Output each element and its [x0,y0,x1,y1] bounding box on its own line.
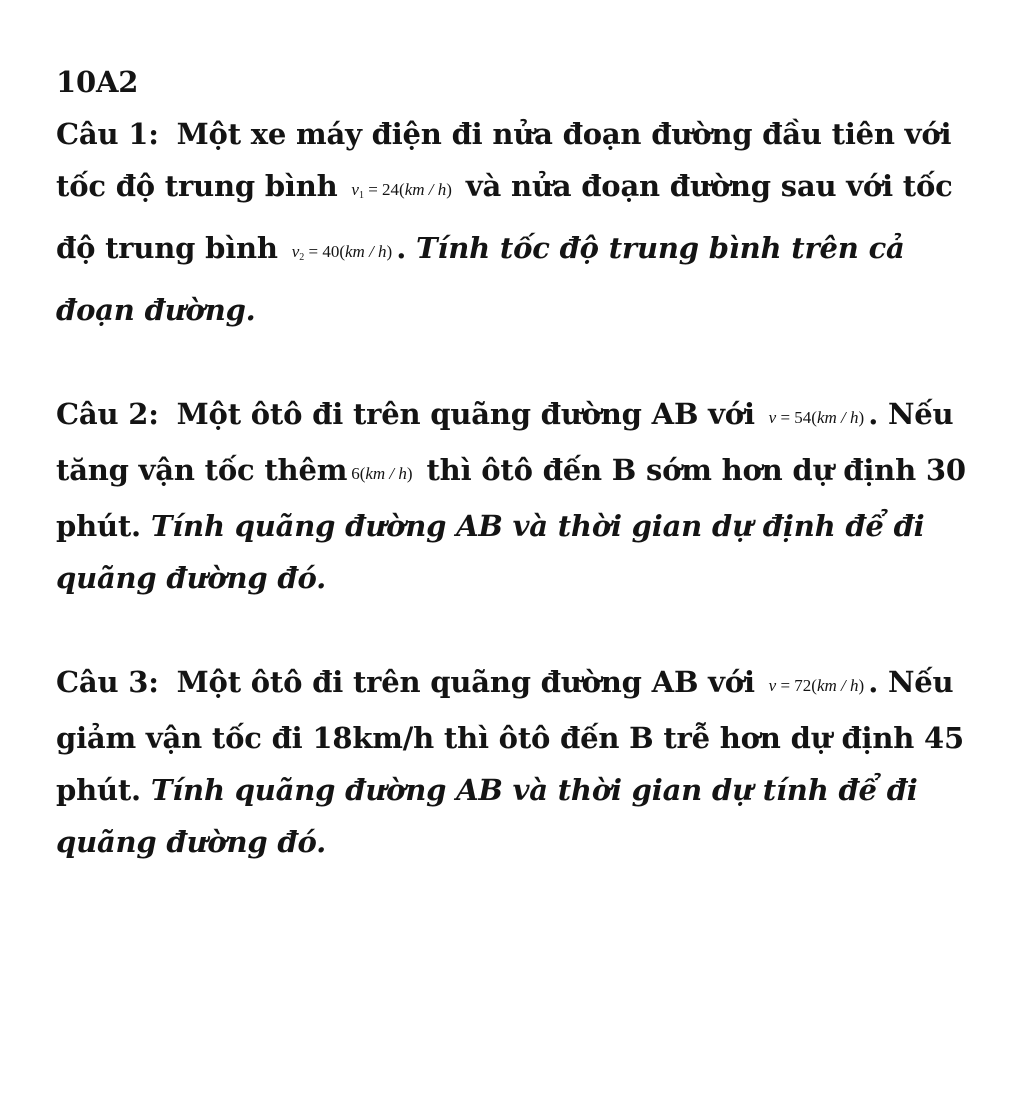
formula-variable: v [768,408,777,427]
question-1-text-part1: Một xe máy điện đi nửa đoạn đường đầu tiên với tốc độ trung bình [56,117,952,203]
formula-subscript: 1 [358,190,364,201]
question-1-formula-v1 [351,180,452,199]
formula-value: = 24( [368,180,405,199]
formula-unit: km / h [404,180,447,199]
question-3-task: Tính quãng đường AB và thời gian dự tính để đi quãng đường đó. [56,773,918,859]
formula-unit: km / h [816,408,859,427]
formula-unit: km / h [816,676,859,695]
formula-subscript: 2 [299,252,305,263]
question-3-text-part2: . Nếu giảm vận tốc đi 18km/h thì ôtô đến B trễ hơn dự định 45 phút. [56,665,964,807]
question-1-task: Tính tốc độ trung bình trên cả đoạn đường. [56,231,905,327]
question-2-text-part2: . Nếu tăng vận tốc thêm [56,397,954,487]
question-2 [56,388,976,604]
formula-variable: v [291,242,300,261]
formula-close: ) [446,180,452,199]
formula-value: = 54( [780,408,817,427]
formula-close: ) [858,408,865,427]
formula-value: = 40( [308,242,345,261]
formula-value: = 72( [780,676,817,695]
question-1 [56,108,976,336]
formula-variable: v [351,180,359,199]
question-3-formula-v [769,676,865,695]
question-1-formula-v2 [292,242,393,261]
question-2-formula-increase [351,464,412,483]
formula-unit: km / h [365,464,407,483]
question-1-text-part2: và nửa đoạn đường sau với tốc độ trung bình [56,169,953,265]
class-label: 10A2 [56,65,139,99]
question-1-period: . [396,231,407,265]
document-body [56,56,976,868]
question-2-formula-v [769,408,865,427]
formula-variable: v [768,676,777,695]
formula-close: ) [858,676,865,695]
question-2-label: Câu 2: [56,397,159,431]
formula-unit: km / h [345,242,387,261]
question-2-text-part3: thì ôtô đến B sớm hơn dự định 30 phút. [56,453,966,543]
question-3-label: Câu 3: [56,665,159,699]
question-2-task: Tính quãng đường AB và thời gian dự định để đi quãng đường đó. [56,509,925,595]
formula-value: 6( [351,464,366,483]
question-1-label: Câu 1: [56,117,159,151]
formula-close: ) [406,464,413,483]
question-2-text-part1: Một ôtô đi trên quãng đường AB với [176,397,755,431]
question-3-text-part1: Một ôtô đi trên quãng đường AB với [176,665,755,699]
question-3 [56,656,976,868]
formula-close: ) [386,242,393,261]
